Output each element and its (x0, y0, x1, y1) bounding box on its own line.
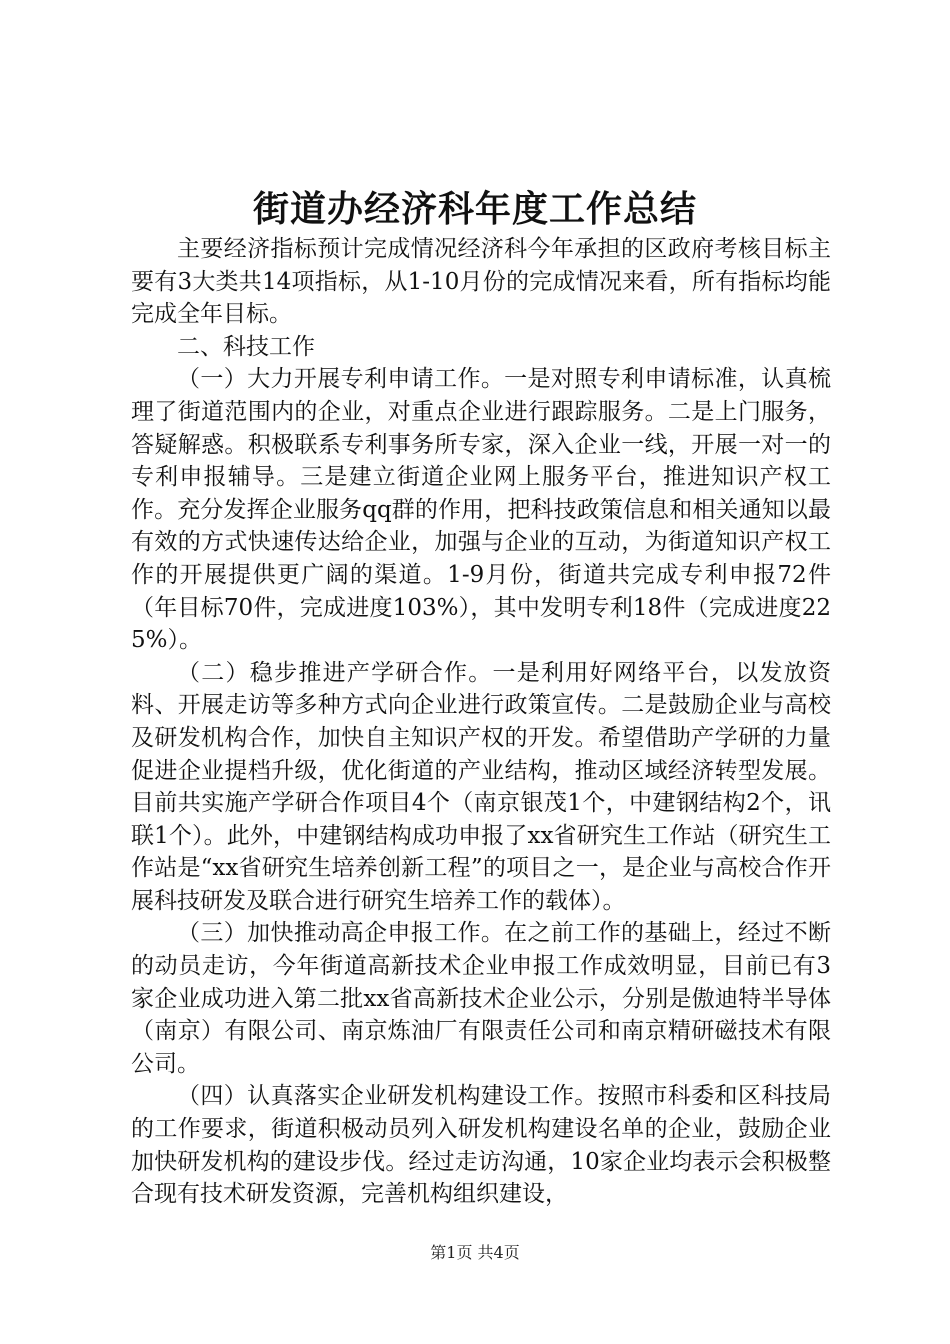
paragraph-economic-indicators: 主要经济指标预计完成情况经济科今年承担的区政府考核目标主要有3大类共14项指标，从1-10月份的完成情况来看，所有指标均能完成全年目标。 (131, 236, 831, 328)
paragraph-industry-academia: （二）稳步推进产学研合作。一是利用好网络平台，以发放资料、开展走访等多种方式向企业进行政策宣传。二是鼓励企业与高校及研发机构合作，加快自主知识产权的开发。希望借助产学研的力量促进企业提档升级，优化街道的产业结构，推动区域经济转型发展。目前共实施产学研合作项目4个（南京银茂1个，中建钢结构2个，讯联1个）。此外，中建钢结构成功申报了xx省研究生工作站（研究生工作站是“xx省研究生培养创新工程”的项目之一，是企业与高校合作开展科技研发及联合进行研究生培养工作的载体）。 (131, 659, 831, 914)
paragraph-patent-applications: （一）大力开展专利申请工作。一是对照专利申请标准，认真梳理了街道范围内的企业，对重点企业进行跟踪服务。二是上门服务，答疑解惑。积极联系专利事务所专家，深入企业一线，开展一对一的专利申报辅导。三是建立街道企业网上服务平台，推进知识产权工作。充分发挥企业服务qq群的作用，把科技政策信息和相关通知以最有效的方式快速传达给企业，加强与企业的互动，为街道知识产权工作的开展提供更广阔的渠道。1-9月份，街道共完成专利申报72件（年目标70件，完成进度103%），其中发明专利18件（完成进度225%）。 (131, 366, 831, 654)
document-title: 街道办经济科年度工作总结 (252, 188, 697, 230)
paragraph-rd-institutions: （四）认真落实企业研发机构建设工作。按照市科委和区科技局的工作要求，街道积极动员列入研发机构建设名单的企业，鼓励企业加快研发机构的建设步伐。经过走访沟通，10家企业均表示会积极整合现有技术研发资源，完善机构组织建设， (131, 1083, 831, 1208)
paragraph-high-tech-enterprises: （三）加快推动高企申报工作。在之前工作的基础上，经过不断的动员走访，今年街道高新技术企业申报工作成效明显，目前已有3家企业成功进入第二批xx省高新技术企业公示，分别是傲迪特半导体（南京）有限公司、南京炼油厂有限责任公司和南京精研磁技术有限公司。 (131, 920, 831, 1077)
section-heading-tech-work: 二、科技工作 (177, 333, 315, 360)
page-footer: 第1页 共4页 (430, 1243, 520, 1262)
document-body (131, 233, 831, 1211)
